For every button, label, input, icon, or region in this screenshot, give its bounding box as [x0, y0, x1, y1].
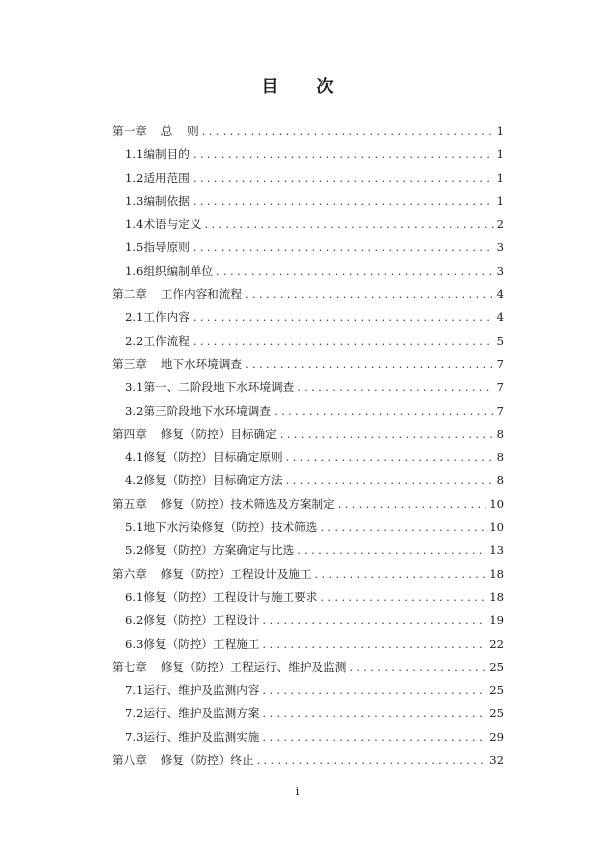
toc-entry-text: 编制依据	[143, 193, 190, 208]
toc-entry-number: 1.4	[125, 217, 144, 232]
toc-section-entry[interactable]	[112, 702, 504, 725]
toc-section-entry[interactable]	[112, 609, 504, 632]
toc-entry-number: 2.2	[125, 333, 144, 348]
toc-leader-dots	[262, 702, 486, 725]
toc-entry-number: 第六章	[112, 566, 147, 581]
toc-entry-text: 第一、二阶段地下水环境调查	[143, 380, 295, 395]
toc-entry-number: 第五章	[112, 496, 147, 511]
toc-entry-label	[125, 330, 190, 353]
toc-entry-text: 修复（防控）目标确定	[160, 426, 277, 441]
toc-entry-label	[125, 167, 190, 190]
toc-entry-label	[125, 539, 294, 562]
toc-entry-number: 第三章	[112, 356, 147, 371]
toc-leader-dots	[262, 633, 486, 656]
toc-entry-text: 运行、维护及监测实施	[143, 729, 260, 744]
toc-title: 目 次	[261, 77, 350, 97]
toc-section-entry[interactable]	[112, 306, 504, 329]
toc-entry-label	[125, 236, 190, 259]
toc-leader-dots	[286, 446, 494, 469]
toc-entry-page: 8	[496, 473, 504, 488]
toc-leader-dots	[320, 516, 486, 539]
toc-entry-text: 运行、维护及监测内容	[143, 683, 260, 698]
toc-entry-number: 1.3	[125, 193, 144, 208]
toc-entry-label	[112, 120, 199, 143]
toc-entry-label	[125, 702, 259, 725]
toc-chapter-entry[interactable]	[112, 120, 504, 143]
toc-entry-text: 适用范围	[143, 170, 190, 185]
toc-leader-dots	[262, 679, 486, 702]
toc-section-entry[interactable]	[112, 143, 504, 166]
toc-entry-page: 25	[489, 706, 504, 721]
toc-entry-page: 7	[496, 403, 504, 418]
toc-entry-number: 7.1	[125, 683, 144, 698]
toc-entry-page: 8	[496, 450, 504, 465]
toc-entry-label	[125, 726, 259, 749]
toc-entry-text: 地下水环境调查	[160, 356, 242, 371]
toc-entry-label	[125, 400, 271, 423]
toc-chapter-entry[interactable]	[112, 493, 504, 516]
toc-section-entry[interactable]	[112, 516, 504, 539]
toc-entry-page: 2	[496, 217, 504, 232]
toc-leader-dots	[297, 376, 493, 399]
toc-leader-dots	[202, 120, 494, 143]
toc-section-entry[interactable]	[112, 213, 504, 236]
toc-entry-text: 工作内容和流程	[160, 287, 242, 302]
toc-entry-page: 1	[496, 170, 504, 185]
toc-entry-page: 32	[489, 753, 504, 768]
toc-entry-number: 7.3	[125, 729, 144, 744]
toc-section-entry[interactable]	[112, 330, 504, 353]
table-of-contents	[112, 120, 504, 772]
toc-chapter-entry[interactable]	[112, 353, 504, 376]
toc-entry-text: 修复（防控）目标确定方法	[143, 473, 283, 488]
toc-entry-label	[112, 353, 242, 376]
toc-leader-dots	[204, 213, 493, 236]
toc-entry-label	[125, 446, 283, 469]
toc-leader-dots	[245, 353, 494, 376]
toc-entry-page: 10	[489, 496, 504, 511]
toc-entry-text: 修复（防控）工程设计与施工要求	[143, 589, 318, 604]
toc-leader-dots	[262, 726, 486, 749]
toc-entry-number: 4.1	[125, 450, 144, 465]
toc-entry-text: 修复（防控）方案确定与比选	[143, 543, 295, 558]
toc-chapter-entry[interactable]	[112, 656, 504, 679]
toc-entry-label	[125, 213, 201, 236]
toc-leader-dots	[315, 563, 487, 586]
toc-leader-dots	[320, 586, 486, 609]
toc-chapter-entry[interactable]	[112, 283, 504, 306]
toc-entry-label	[125, 609, 259, 632]
toc-entry-number: 3.1	[125, 380, 144, 395]
toc-entry-label	[112, 493, 335, 516]
toc-section-entry[interactable]	[112, 446, 504, 469]
toc-section-entry[interactable]	[112, 400, 504, 423]
toc-entry-label	[112, 749, 254, 772]
toc-entry-page: 4	[496, 287, 504, 302]
toc-entry-label	[125, 586, 317, 609]
toc-entry-label	[125, 306, 190, 329]
toc-section-entry[interactable]	[112, 236, 504, 259]
toc-leader-dots	[262, 609, 486, 632]
toc-entry-number: 第二章	[112, 287, 147, 302]
toc-entry-number: 5.2	[125, 543, 144, 558]
toc-entry-text: 修复（防控）终止	[160, 753, 254, 768]
toc-section-entry[interactable]	[112, 679, 504, 702]
toc-entry-number: 3.2	[125, 403, 144, 418]
toc-leader-dots	[193, 330, 494, 353]
toc-section-entry[interactable]	[112, 260, 504, 283]
toc-leader-dots	[193, 190, 494, 213]
toc-entry-number: 7.2	[125, 706, 144, 721]
toc-entry-page: 25	[489, 683, 504, 698]
toc-entry-label	[125, 260, 213, 283]
toc-entry-text: 工作内容	[143, 310, 190, 325]
toc-entry-page: 13	[489, 543, 504, 558]
toc-section-entry[interactable]	[112, 633, 504, 656]
toc-section-entry[interactable]	[112, 539, 504, 562]
toc-entry-label	[125, 679, 259, 702]
toc-section-entry[interactable]	[112, 586, 504, 609]
toc-section-entry[interactable]	[112, 726, 504, 749]
toc-leader-dots	[216, 260, 494, 283]
toc-entry-label	[125, 469, 283, 492]
toc-entry-number: 5.1	[125, 520, 144, 535]
toc-chapter-entry[interactable]	[112, 563, 504, 586]
toc-entry-page: 4	[496, 310, 504, 325]
toc-entry-text: 第三阶段地下水环境调查	[143, 403, 271, 418]
toc-entry-page: 8	[496, 426, 504, 441]
toc-entry-page: 1	[496, 124, 504, 138]
toc-entry-number: 1.5	[125, 240, 144, 255]
toc-entry-page: 1	[496, 193, 504, 208]
toc-entry-number: 第一章	[112, 124, 147, 138]
toc-section-entry[interactable]	[112, 376, 504, 399]
toc-leader-dots	[349, 656, 486, 679]
toc-entry-page: 22	[489, 636, 504, 651]
toc-leader-dots	[286, 469, 494, 492]
toc-entry-number: 4.2	[125, 473, 144, 488]
toc-entry-number: 6.3	[125, 636, 144, 651]
toc-entry-page: 25	[489, 659, 504, 674]
toc-entry-text: 修复（防控）工程施工	[143, 636, 260, 651]
toc-leader-dots	[193, 236, 494, 259]
toc-entry-text: 地下水污染修复（防控）技术筛选	[143, 520, 318, 535]
toc-entry-text: 指导原则	[143, 240, 190, 255]
toc-entry-text: 工作流程	[143, 333, 190, 348]
toc-entry-number: 1.2	[125, 170, 144, 185]
toc-entry-number: 6.2	[125, 613, 144, 628]
toc-entry-label	[112, 656, 346, 679]
toc-leader-dots	[193, 143, 494, 166]
toc-leader-dots	[257, 749, 487, 772]
toc-entry-text: 术语与定义	[143, 217, 202, 232]
toc-section-entry[interactable]	[112, 167, 504, 190]
toc-entry-page: 5	[496, 333, 504, 348]
toc-entry-page: 10	[489, 520, 504, 535]
toc-entry-text: 编制目的	[143, 147, 190, 162]
toc-entry-text: 总 则	[160, 124, 199, 138]
toc-section-entry[interactable]	[112, 469, 504, 492]
toc-entry-text: 运行、维护及监测方案	[143, 706, 260, 721]
toc-entry-page: 3	[496, 240, 504, 255]
toc-entry-label	[125, 633, 259, 656]
toc-entry-label	[112, 563, 312, 586]
toc-entry-text: 修复（防控）目标确定原则	[143, 450, 283, 465]
toc-leader-dots	[193, 167, 494, 190]
toc-entry-text: 组织编制单位	[143, 263, 214, 278]
toc-entry-text: 修复（防控）技术筛选及方案制定	[160, 496, 335, 511]
toc-entry-page: 29	[489, 729, 504, 744]
page-number: i	[295, 785, 300, 798]
toc-entry-label	[125, 143, 190, 166]
toc-entry-number: 第四章	[112, 426, 147, 441]
toc-section-entry[interactable]	[112, 190, 504, 213]
toc-entry-number: 2.1	[125, 310, 144, 325]
toc-entry-text: 修复（防控）工程运行、维护及监测	[160, 659, 347, 674]
toc-entry-number: 第七章	[112, 659, 147, 674]
toc-entry-label	[112, 283, 242, 306]
toc-leader-dots	[193, 306, 494, 329]
toc-entry-number: 第八章	[112, 753, 147, 768]
toc-entry-page: 18	[489, 589, 504, 604]
toc-leader-dots	[245, 283, 494, 306]
toc-chapter-entry[interactable]	[112, 423, 504, 446]
toc-chapter-entry[interactable]	[112, 749, 504, 772]
toc-entry-label	[125, 516, 317, 539]
toc-leader-dots	[274, 400, 494, 423]
toc-entry-label	[125, 190, 190, 213]
toc-entry-page: 7	[496, 356, 504, 371]
toc-entry-page: 7	[496, 380, 504, 395]
toc-entry-label	[112, 423, 277, 446]
toc-entry-label	[125, 376, 294, 399]
toc-entry-page: 18	[489, 566, 504, 581]
toc-entry-text: 修复（防控）工程设计及施工	[160, 566, 312, 581]
toc-entry-text: 修复（防控）工程设计	[143, 613, 260, 628]
toc-leader-dots	[280, 423, 494, 446]
toc-entry-page: 1	[496, 147, 504, 162]
toc-entry-page: 3	[496, 263, 504, 278]
toc-leader-dots	[297, 539, 486, 562]
toc-entry-number: 1.1	[125, 147, 144, 162]
toc-entry-number: 6.1	[125, 589, 144, 604]
toc-entry-number: 1.6	[125, 263, 144, 278]
toc-entry-page: 19	[489, 613, 504, 628]
toc-leader-dots	[338, 493, 487, 516]
